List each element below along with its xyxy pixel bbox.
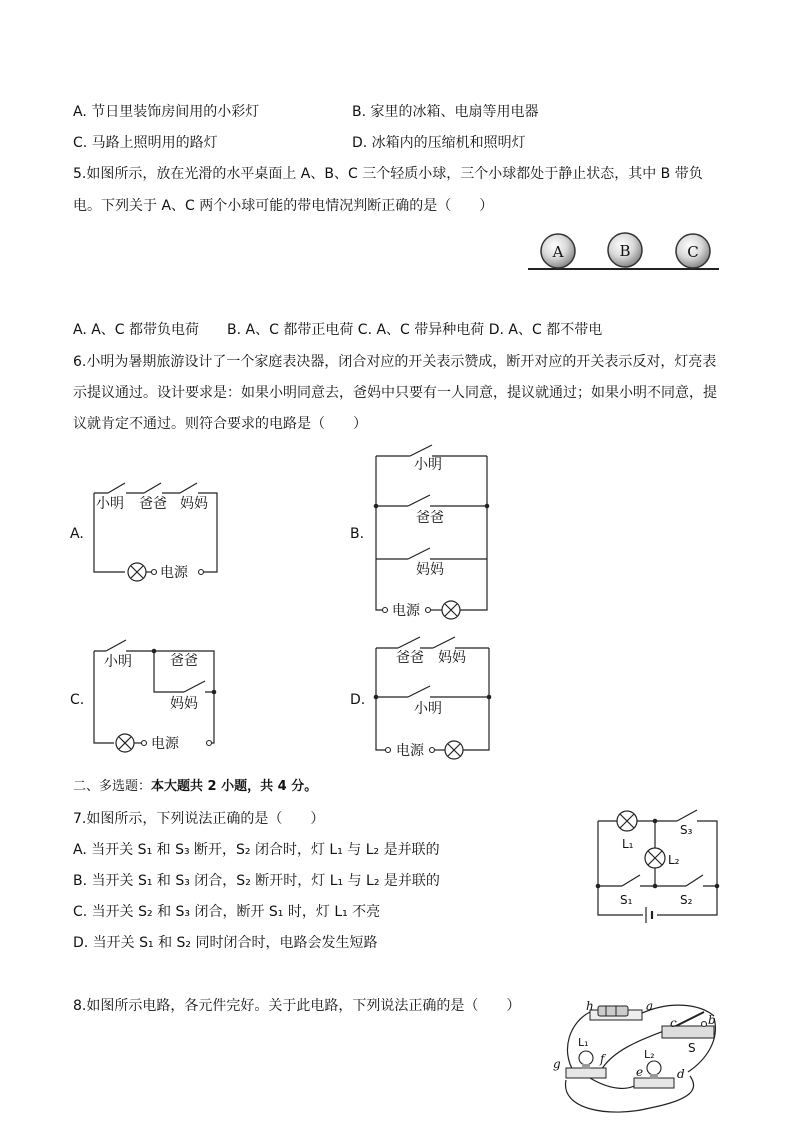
q4-option-b: B. 家里的冰箱、电扇等用电器 <box>352 104 539 120</box>
svg-text:小明: 小明 <box>414 457 442 473</box>
q7-option-c: C. 当开关 S₂ 和 S₃ 闭合，断开 S₁ 时，灯 L₁ 不亮 <box>73 904 381 920</box>
svg-text:电源: 电源 <box>151 736 179 752</box>
svg-text:L₂: L₂ <box>644 1048 655 1061</box>
svg-text:D.: D. <box>350 692 366 708</box>
lamp-icon <box>645 848 665 868</box>
q6-stem-line3: 议就肯定不通过。则符合要求的电路是（ ） <box>73 416 367 432</box>
svg-text:妈妈: 妈妈 <box>180 496 208 512</box>
q4-option-c: C. 马路上照明用的路灯 <box>73 135 218 151</box>
svg-text:d: d <box>677 1067 685 1081</box>
svg-text:电源: 电源 <box>160 565 188 581</box>
svg-text:C.: C. <box>70 692 85 708</box>
q5-balls-figure <box>528 228 722 274</box>
ball-a <box>541 234 575 268</box>
q4-option-d: D. 冰箱内的压缩机和照明灯 <box>352 135 526 151</box>
lamp-icon <box>116 734 134 752</box>
q7-option-d: D. 当开关 S₁ 和 S₂ 同时闭合时，电路会发生短路 <box>73 935 378 951</box>
svg-text:爸爸: 爸爸 <box>416 510 444 526</box>
svg-text:S₃: S₃ <box>680 823 693 837</box>
svg-text:爸爸: 爸爸 <box>139 496 167 512</box>
q6-circuit-d <box>348 634 492 758</box>
svg-text:B: B <box>619 242 631 260</box>
ball-c <box>676 234 710 268</box>
q7-stem: 7.如图所示，下列说法正确的是（ ） <box>73 811 325 827</box>
q5-stem-line2: 电。下列关于 A、C 两个小球可能的带电情况判断正确的是（ ） <box>73 198 494 214</box>
svg-text:小明: 小明 <box>414 701 442 717</box>
svg-text:e: e <box>636 1065 644 1079</box>
q8-circuit-photo-figure <box>548 995 726 1121</box>
svg-text:电源: 电源 <box>396 743 424 759</box>
svg-text:妈妈: 妈妈 <box>170 696 198 712</box>
q4-option-a: A. 节日里装饰房间用的小彩灯 <box>73 104 260 120</box>
svg-text:L₁: L₁ <box>578 1036 589 1049</box>
svg-text:爸爸: 爸爸 <box>170 653 198 669</box>
svg-text:A.: A. <box>70 526 84 542</box>
svg-text:L₁: L₁ <box>622 837 634 851</box>
svg-text:小明: 小明 <box>96 496 124 512</box>
svg-text:妈妈: 妈妈 <box>438 650 466 666</box>
q7-circuit-figure <box>594 808 722 928</box>
svg-text:C: C <box>687 243 699 261</box>
svg-text:L₂: L₂ <box>668 853 680 867</box>
lamp-icon <box>128 563 146 581</box>
q6-circuit-c <box>68 636 228 756</box>
section-heading-multiple-choice <box>73 777 317 797</box>
svg-text:S₁: S₁ <box>620 893 633 907</box>
svg-text:电源: 电源 <box>392 603 420 619</box>
q6-circuit-b <box>348 444 492 619</box>
svg-text:b: b <box>708 1013 716 1027</box>
svg-text:S₂: S₂ <box>680 893 693 907</box>
q6-stem-line2: 示提议通过。设计要求是：如果小明同意去，爸妈中只要有一人同意，提议就通过；如果小明不同意，提 <box>73 385 717 401</box>
battery-icon <box>590 1006 642 1020</box>
q6-stem-line1: 6.小明为暑期旅游设计了一个家庭表决器，闭合对应的开关表示赞成，断开对应的开关表示反对，灯亮表 <box>73 354 717 370</box>
q8-stem: 8.如图所示电路，各元件完好。关于此电路，下列说法正确的是（ ） <box>73 998 521 1014</box>
q7-option-a: A. 当开关 S₁ 和 S₃ 断开，S₂ 闭合时，灯 L₁ 与 L₂ 是并联的 <box>73 842 440 858</box>
svg-text:a: a <box>646 999 654 1013</box>
ball-b <box>608 233 642 267</box>
svg-text:S: S <box>688 1041 696 1055</box>
lamp-icon <box>617 811 637 831</box>
section-description: 本大题共 2 小题，共 4 分。 <box>151 779 318 794</box>
q5-options: A. A、C 都带负电荷 B. A、C 都带正电荷 C. A、C 带异种电荷 D. A、C 都不带电 <box>73 322 603 338</box>
svg-text:妈妈: 妈妈 <box>416 562 444 578</box>
q5-stem-line1: 5.如图所示，放在光滑的水平桌面上 A、B、C 三个轻质小球，三个小球都处于静止状态，其中 B 带负 <box>73 166 703 182</box>
lamp-icon <box>442 601 460 619</box>
q7-option-b: B. 当开关 S₁ 和 S₃ 闭合，S₂ 断开时，灯 L₁ 与 L₂ 是并联的 <box>73 873 440 889</box>
svg-text:g: g <box>553 1057 561 1071</box>
q6-circuit-a <box>68 476 228 586</box>
svg-text:爸爸: 爸爸 <box>396 650 424 666</box>
svg-text:小明: 小明 <box>104 654 132 670</box>
svg-text:f: f <box>600 1052 605 1066</box>
section-prefix: 二、多选题： <box>73 779 152 794</box>
svg-text:c: c <box>670 1016 677 1030</box>
lamp-icon <box>445 741 463 759</box>
svg-text:h: h <box>586 999 594 1013</box>
svg-text:B.: B. <box>350 526 365 542</box>
svg-text:A: A <box>552 243 564 261</box>
